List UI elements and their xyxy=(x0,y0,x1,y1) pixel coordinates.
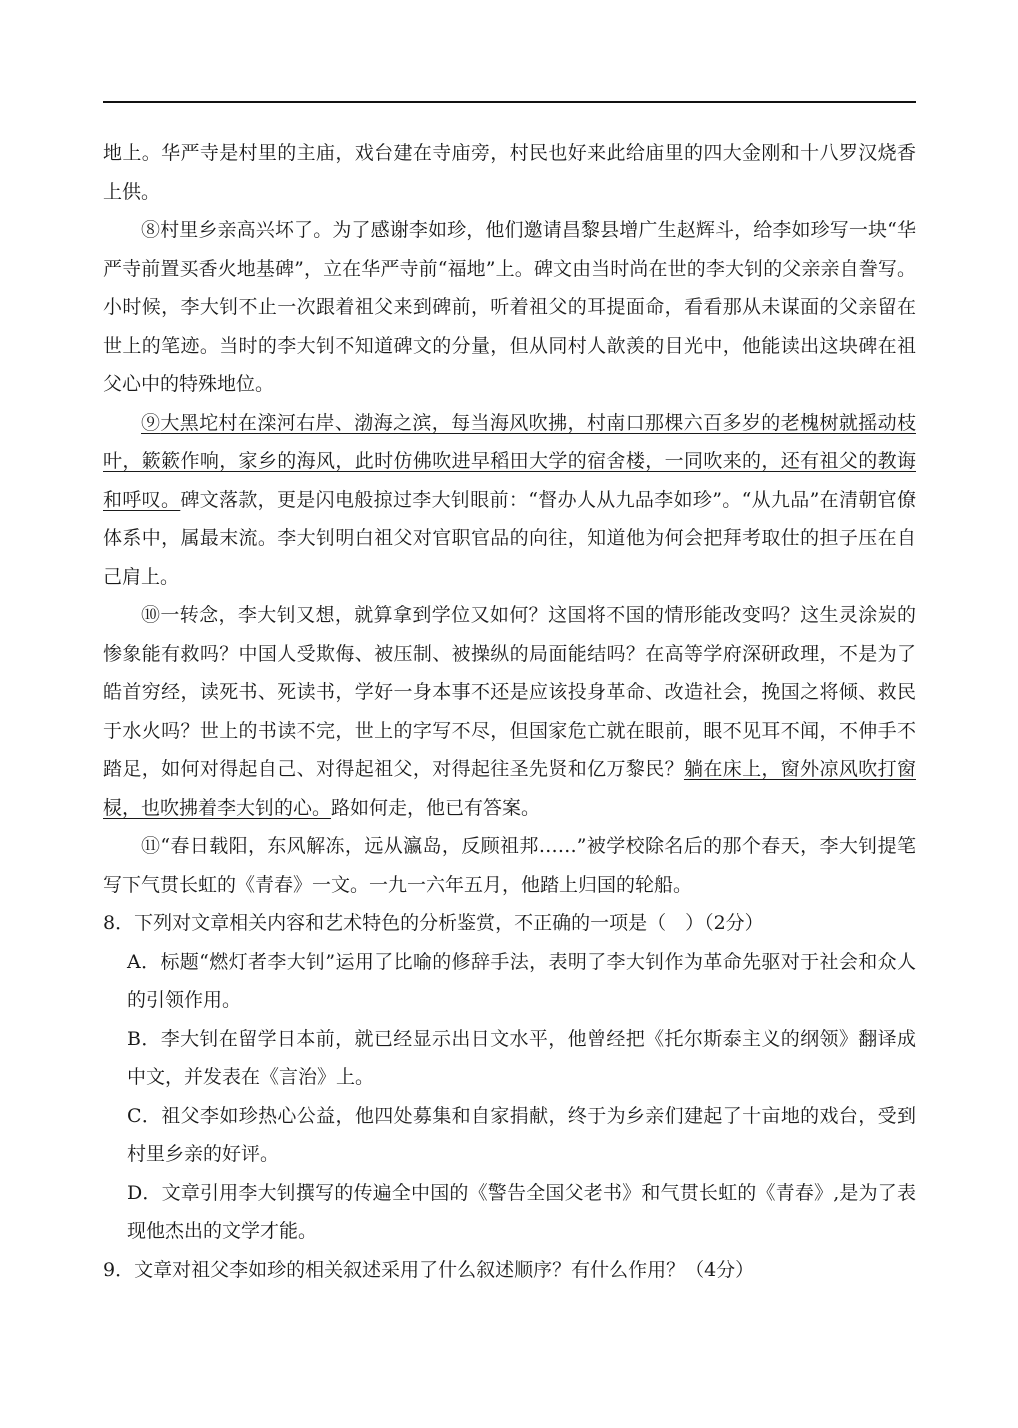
underlined-sentence-10: 躺在床上，窗外凉风吹打窗棂，也吹拂着李大钊的心。 xyxy=(103,758,916,819)
question-8-option-c: C．祖父李如珍热心公益，他四处募集和自家捐献，终于为乡亲们建起了十亩地的戏台，受到村里乡亲的好评。 xyxy=(127,1104,916,1165)
paragraph-9-rest: 碑文落款，更是闪电般掠过李大钊眼前：“督办人从九品李如珍”。“从九品”在清朝官僚体系中，属最末流。李大钊明白祖父对官职官品的向往，知道他为何会把拜考取仕的担子压在自己肩上。 xyxy=(103,488,916,588)
question-8-option-a: A．标题“燃灯者李大钊”运用了比喻的修辞手法，表明了李大钊作为革命先驱对于社会和众人的引领作用。 xyxy=(127,950,916,1011)
paragraph-9-number: ⑨ xyxy=(141,411,161,434)
paragraph-10-end: 路如何走，他已有答案。 xyxy=(331,796,541,819)
question-9-stem: 9．文章对祖父李如珍的相关叙述采用了什么叙述顺序？有什么作用？（4分） xyxy=(103,1258,755,1281)
header-rule xyxy=(103,101,916,103)
exam-page-body xyxy=(103,134,916,1289)
passage-paragraph-9 xyxy=(103,404,916,597)
passage-paragraph-11: ⑪“春日载阳，东风解冻，远从瀛岛，反顾祖邦……”被学校除名后的那个春天，李大钊提笔写下气贯长虹的《青春》一文。一九一六年五月，他踏上归国的轮船。 xyxy=(103,835,916,896)
passage-paragraph-10 xyxy=(103,596,916,827)
question-8-stem: 8．下列对文章相关内容和艺术特色的分析鉴赏，不正确的一项是（ ）（2分） xyxy=(103,912,764,934)
passage-paragraph-8: ⑧村里乡亲高兴坏了。为了感谢李如珍，他们邀请昌黎县增广生赵辉斗，给李如珍写一块“华严寺前置买香火地基碑”，立在华严寺前“福地”上。碑文由当时尚在世的李大钊的父亲亲自誊写。小时候，李大钊不止一次跟着祖父来到碑前，听着祖父的耳提面命，看看那从未谋面的父亲留在世上的笔迹。当时的李大钊不知道碑文的分量，但从同村人歆羡的目光中，他能读出这块碑在祖父心中的特殊地位。 xyxy=(103,219,916,395)
question-8-option-b: B．李大钊在留学日本前，就已经显示出日文水平，他曾经把《托尔斯泰主义的纲领》翻译成中文，并发表在《言治》上。 xyxy=(127,1027,916,1088)
underlined-sentence-9: 大黑坨村在滦河右岸、渤海之滨，每当海风吹拂，村南口那棵六百多岁的老槐树就摇动枝叶，簌簌作响，家乡的海风，此时仿佛吹进早稻田大学的宿舍楼，一同吹来的，还有祖父的教诲和呼叹。 xyxy=(103,411,916,511)
question-8-option-d: D．文章引用李大钊撰写的传遍全中国的《警告全国父老书》和气贯长虹的《青春》,是为了表现他杰出的文学才能。 xyxy=(127,1181,916,1242)
paragraph-10-main: ⑩一转念，李大钊又想，就算拿到学位又如何？这国将不国的情形能改变吗？这生灵涂炭的惨象能有救吗？中国人受欺侮、被压制、被操纵的局面能结吗？在高等学府深研政理，不是为了皓首穷经，读死书、死读书，学好一身本事不还是应该投身革命、改造社会，挽国之将倾、救民于水火吗？世上的书读不完，世上的字写不尽，但国家危亡就在眼前，眼不见耳不闻，不伸手不踏足，如何对得起自己、对得起祖父，对得起往圣先贤和亿万黎民？ xyxy=(103,604,916,780)
passage-paragraph-continued: 地上。华严寺是村里的主庙，戏台建在寺庙旁，村民也好来此给庙里的四大金刚和十八罗汉烧香上供。 xyxy=(103,142,916,203)
